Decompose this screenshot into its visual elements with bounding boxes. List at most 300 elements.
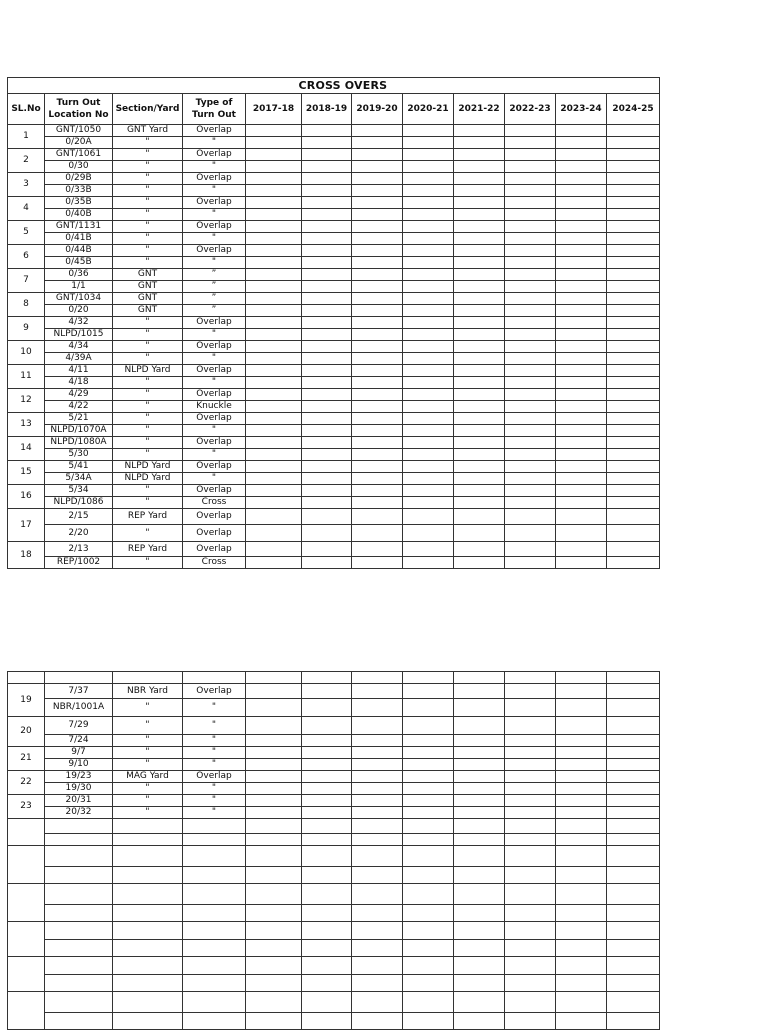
section-yard-cell — [113, 922, 183, 940]
table-row — [8, 867, 660, 884]
year-entry-cell — [454, 922, 505, 940]
year-entry-cell — [454, 940, 505, 957]
section-yard-cell: " — [113, 747, 183, 759]
year-entry-cell — [302, 975, 352, 992]
turnout-location-cell: 7/37 — [45, 684, 113, 699]
year-entry-cell — [556, 329, 607, 341]
table-row — [8, 525, 660, 542]
year-entry-cell — [505, 747, 556, 759]
year-entry-cell — [454, 884, 505, 905]
year-entry-cell — [403, 161, 454, 173]
year-entry-cell — [246, 389, 302, 401]
year-entry-cell — [246, 485, 302, 497]
section-yard-cell: NLPD Yard — [113, 365, 183, 377]
year-entry-cell — [403, 525, 454, 542]
year-entry-cell — [403, 353, 454, 365]
year-entry-cell — [607, 413, 660, 425]
year-entry-cell — [505, 940, 556, 957]
header-turnout-location — [45, 94, 113, 125]
year-entry-cell — [302, 884, 352, 905]
table-row — [8, 747, 660, 759]
year-entry-cell — [352, 759, 403, 771]
section-yard-cell: GNT — [113, 305, 183, 317]
year-entry-cell — [403, 834, 454, 846]
year-entry-cell — [454, 717, 505, 735]
year-entry-cell — [454, 269, 505, 281]
year-entry-cell — [505, 771, 556, 783]
section-yard-cell: " — [113, 425, 183, 437]
year-entry-cell — [403, 975, 454, 992]
year-entry-cell — [352, 525, 403, 542]
year-entry-cell — [556, 377, 607, 389]
year-entry-cell — [246, 834, 302, 846]
year-entry-cell — [246, 735, 302, 747]
year-entry-cell — [505, 735, 556, 747]
year-entry-cell — [607, 329, 660, 341]
year-entry-cell — [246, 233, 302, 245]
turnout-location-cell: 9/7 — [45, 747, 113, 759]
year-entry-cell — [607, 819, 660, 834]
crossovers-table-continued — [7, 671, 660, 1030]
year-entry-cell — [607, 389, 660, 401]
year-entry-cell — [607, 473, 660, 485]
year-entry-cell — [556, 209, 607, 221]
section-yard-cell: " — [113, 173, 183, 185]
year-entry-cell — [454, 125, 505, 137]
year-entry-cell — [556, 940, 607, 957]
year-entry-cell — [403, 425, 454, 437]
year-entry-cell — [454, 905, 505, 922]
year-entry-cell — [607, 173, 660, 185]
table-row — [8, 317, 660, 329]
year-entry-cell — [454, 557, 505, 569]
table-row — [8, 509, 660, 525]
year-entry-cell — [607, 699, 660, 717]
year-entry-cell — [505, 377, 556, 389]
year-entry-cell — [302, 1013, 352, 1030]
turnout-type-cell: ” — [183, 281, 246, 293]
year-entry-cell — [403, 759, 454, 771]
section-yard-cell — [113, 992, 183, 1013]
section-yard-cell: " — [113, 389, 183, 401]
sl-no-cell: 22 — [8, 771, 45, 795]
table-row — [8, 233, 660, 245]
turnout-location-cell: GNT/1034 — [45, 293, 113, 305]
year-entry-cell — [556, 819, 607, 834]
year-entry-cell — [403, 867, 454, 884]
header-year: 2021-22 — [454, 94, 505, 125]
section-yard-cell — [113, 846, 183, 867]
year-entry-cell — [352, 137, 403, 149]
year-entry-cell — [246, 185, 302, 197]
table-row — [8, 377, 660, 389]
year-entry-cell — [403, 940, 454, 957]
year-entry-cell — [454, 389, 505, 401]
year-entry-cell — [505, 485, 556, 497]
year-entry-cell — [352, 735, 403, 747]
year-entry-cell — [505, 185, 556, 197]
year-entry-cell — [403, 992, 454, 1013]
year-entry-cell — [302, 699, 352, 717]
year-entry-cell — [302, 759, 352, 771]
year-entry-cell — [403, 341, 454, 353]
section-yard-cell: " — [113, 717, 183, 735]
turnout-type-cell: Overlap — [183, 245, 246, 257]
year-entry-cell — [302, 161, 352, 173]
year-entry-cell — [302, 771, 352, 783]
year-entry-cell — [403, 377, 454, 389]
year-entry-cell — [454, 771, 505, 783]
year-entry-cell — [556, 185, 607, 197]
table-row — [8, 353, 660, 365]
year-entry-cell — [246, 149, 302, 161]
year-entry-cell — [302, 783, 352, 795]
table-row — [8, 149, 660, 161]
crossovers-table — [7, 77, 660, 569]
turnout-type-cell: Cross — [183, 497, 246, 509]
table-row — [8, 245, 660, 257]
table-row — [8, 699, 660, 717]
year-entry-cell — [556, 497, 607, 509]
section-yard-cell — [113, 867, 183, 884]
year-entry-cell — [352, 305, 403, 317]
section-yard-cell — [113, 1013, 183, 1030]
year-entry-cell — [505, 525, 556, 542]
section-yard-cell: " — [113, 245, 183, 257]
turnout-type-cell: Cross — [183, 557, 246, 569]
table-row — [8, 401, 660, 413]
turnout-type-cell: Overlap — [183, 461, 246, 473]
year-entry-cell — [352, 281, 403, 293]
year-entry-cell — [454, 209, 505, 221]
year-entry-cell — [246, 377, 302, 389]
year-entry-cell — [302, 867, 352, 884]
year-entry-cell — [403, 389, 454, 401]
year-entry-cell — [454, 834, 505, 846]
year-entry-cell — [607, 940, 660, 957]
turnout-type-cell: Overlap — [183, 197, 246, 209]
year-entry-cell — [454, 699, 505, 717]
year-entry-cell — [352, 149, 403, 161]
year-entry-cell — [505, 197, 556, 209]
section-yard-cell — [113, 884, 183, 905]
turnout-location-cell — [45, 992, 113, 1013]
year-entry-cell — [556, 992, 607, 1013]
year-entry-cell — [505, 389, 556, 401]
year-entry-cell — [454, 353, 505, 365]
year-entry-cell — [505, 542, 556, 557]
year-entry-cell — [302, 525, 352, 542]
turnout-location-cell: 7/29 — [45, 717, 113, 735]
blank-header-cell — [113, 672, 183, 684]
table-row — [8, 940, 660, 957]
year-entry-cell — [556, 759, 607, 771]
section-yard-cell: " — [113, 353, 183, 365]
year-entry-cell — [556, 413, 607, 425]
table-row — [8, 473, 660, 485]
section-yard-cell: " — [113, 149, 183, 161]
table-row — [8, 905, 660, 922]
year-entry-cell — [454, 783, 505, 795]
year-entry-cell — [556, 795, 607, 807]
year-entry-cell — [607, 185, 660, 197]
table-title-spacer — [8, 78, 246, 94]
year-entry-cell — [302, 401, 352, 413]
year-entry-cell — [403, 329, 454, 341]
year-entry-cell — [607, 233, 660, 245]
year-entry-cell — [246, 257, 302, 269]
year-entry-cell — [556, 425, 607, 437]
turnout-type-cell: " — [183, 699, 246, 717]
year-entry-cell — [352, 957, 403, 975]
year-entry-cell — [556, 461, 607, 473]
sl-no-cell: 21 — [8, 747, 45, 771]
section-yard-cell: GNT Yard — [113, 125, 183, 137]
year-entry-cell — [246, 473, 302, 485]
turnout-location-cell: 0/44B — [45, 245, 113, 257]
year-entry-cell — [403, 221, 454, 233]
year-entry-cell — [302, 509, 352, 525]
year-entry-cell — [246, 329, 302, 341]
year-entry-cell — [352, 992, 403, 1013]
year-entry-cell — [556, 137, 607, 149]
year-entry-cell — [607, 717, 660, 735]
turnout-location-cell: 5/34 — [45, 485, 113, 497]
year-entry-cell — [352, 437, 403, 449]
year-entry-cell — [403, 485, 454, 497]
year-entry-cell — [246, 884, 302, 905]
year-entry-cell — [556, 717, 607, 735]
year-entry-cell — [246, 449, 302, 461]
year-entry-cell — [505, 329, 556, 341]
year-entry-cell — [302, 293, 352, 305]
table-row — [8, 293, 660, 305]
table-row — [8, 305, 660, 317]
year-entry-cell — [352, 413, 403, 425]
year-entry-cell — [246, 209, 302, 221]
year-entry-cell — [454, 525, 505, 542]
year-entry-cell — [403, 771, 454, 783]
year-entry-cell — [302, 149, 352, 161]
year-entry-cell — [454, 341, 505, 353]
year-entry-cell — [246, 173, 302, 185]
year-entry-cell — [403, 684, 454, 699]
year-entry-cell — [352, 771, 403, 783]
section-yard-cell: GNT — [113, 269, 183, 281]
year-entry-cell — [302, 173, 352, 185]
year-entry-cell — [302, 819, 352, 834]
year-entry-cell — [505, 684, 556, 699]
turnout-type-cell — [183, 867, 246, 884]
year-entry-cell — [403, 185, 454, 197]
year-entry-cell — [403, 542, 454, 557]
year-entry-cell — [556, 161, 607, 173]
year-entry-cell — [403, 807, 454, 819]
turnout-type-cell — [183, 905, 246, 922]
turnout-type-cell: Overlap — [183, 509, 246, 525]
turnout-type-cell: ” — [183, 269, 246, 281]
year-entry-cell — [556, 233, 607, 245]
section-yard-cell: " — [113, 497, 183, 509]
year-entry-cell — [607, 341, 660, 353]
year-entry-cell — [505, 125, 556, 137]
year-entry-cell — [505, 807, 556, 819]
year-entry-cell — [246, 305, 302, 317]
year-entry-cell — [556, 221, 607, 233]
year-entry-cell — [302, 834, 352, 846]
year-entry-cell — [556, 747, 607, 759]
turnout-location-cell: 1/1 — [45, 281, 113, 293]
blank-header-cell — [403, 672, 454, 684]
year-entry-cell — [352, 922, 403, 940]
year-entry-cell — [403, 957, 454, 975]
turnout-type-cell: " — [183, 233, 246, 245]
year-entry-cell — [302, 389, 352, 401]
turnout-location-cell — [45, 975, 113, 992]
section-yard-cell: NLPD Yard — [113, 461, 183, 473]
year-entry-cell — [403, 922, 454, 940]
turnout-type-cell — [183, 940, 246, 957]
year-entry-cell — [352, 461, 403, 473]
turnout-location-cell: 20/31 — [45, 795, 113, 807]
year-entry-cell — [302, 257, 352, 269]
year-entry-cell — [454, 437, 505, 449]
turnout-location-cell: REP/1002 — [45, 557, 113, 569]
year-entry-cell — [505, 257, 556, 269]
year-entry-cell — [302, 557, 352, 569]
year-entry-cell — [352, 353, 403, 365]
sl-no-cell: 10 — [8, 341, 45, 365]
year-entry-cell — [607, 542, 660, 557]
table-row — [8, 197, 660, 209]
year-entry-cell — [505, 957, 556, 975]
year-entry-cell — [352, 293, 403, 305]
turnout-type-cell: " — [183, 759, 246, 771]
year-entry-cell — [505, 992, 556, 1013]
blank-header-cell — [556, 672, 607, 684]
turnout-location-cell: 5/41 — [45, 461, 113, 473]
year-entry-cell — [352, 542, 403, 557]
year-entry-cell — [352, 257, 403, 269]
year-entry-cell — [352, 747, 403, 759]
year-entry-cell — [403, 509, 454, 525]
year-entry-cell — [403, 245, 454, 257]
year-entry-cell — [454, 401, 505, 413]
year-entry-cell — [302, 353, 352, 365]
year-entry-cell — [505, 867, 556, 884]
turnout-type-cell: Overlap — [183, 317, 246, 329]
year-entry-cell — [556, 807, 607, 819]
year-entry-cell — [246, 992, 302, 1013]
table-row — [8, 425, 660, 437]
year-entry-cell — [403, 747, 454, 759]
year-entry-cell — [556, 1013, 607, 1030]
year-entry-cell — [556, 884, 607, 905]
table-row — [8, 819, 660, 834]
sl-no-cell: 9 — [8, 317, 45, 341]
year-entry-cell — [607, 401, 660, 413]
table-row — [8, 125, 660, 137]
year-entry-cell — [607, 684, 660, 699]
section-yard-cell — [113, 975, 183, 992]
sl-no-cell: 2 — [8, 149, 45, 173]
year-entry-cell — [454, 795, 505, 807]
year-entry-cell — [302, 940, 352, 957]
turnout-type-cell: " — [183, 353, 246, 365]
year-entry-cell — [607, 197, 660, 209]
year-entry-cell — [403, 401, 454, 413]
year-entry-cell — [352, 717, 403, 735]
sl-no-cell: 5 — [8, 221, 45, 245]
section-yard-cell: " — [113, 317, 183, 329]
year-entry-cell — [403, 461, 454, 473]
year-entry-cell — [505, 149, 556, 161]
year-entry-cell — [454, 329, 505, 341]
sl-no-cell: 17 — [8, 509, 45, 542]
turnout-location-cell: 4/39A — [45, 353, 113, 365]
year-entry-cell — [403, 293, 454, 305]
turnout-location-cell: 0/40B — [45, 209, 113, 221]
year-entry-cell — [505, 293, 556, 305]
section-yard-cell: " — [113, 525, 183, 542]
table-row — [8, 975, 660, 992]
section-yard-cell: " — [113, 377, 183, 389]
turnout-location-cell: 5/21 — [45, 413, 113, 425]
year-entry-cell — [505, 509, 556, 525]
turnout-type-cell: Overlap — [183, 437, 246, 449]
year-entry-cell — [352, 365, 403, 377]
year-entry-cell — [403, 735, 454, 747]
year-entry-cell — [505, 305, 556, 317]
year-entry-cell — [352, 557, 403, 569]
year-entry-cell — [302, 269, 352, 281]
year-entry-cell — [505, 759, 556, 771]
year-entry-cell — [607, 437, 660, 449]
year-entry-cell — [556, 473, 607, 485]
table-row — [8, 957, 660, 975]
year-entry-cell — [607, 269, 660, 281]
year-entry-cell — [607, 425, 660, 437]
year-entry-cell — [505, 783, 556, 795]
year-entry-cell — [454, 735, 505, 747]
year-entry-cell — [302, 497, 352, 509]
turnout-type-cell: Knuckle — [183, 401, 246, 413]
year-entry-cell — [302, 185, 352, 197]
turnout-location-cell: 0/30 — [45, 161, 113, 173]
year-entry-cell — [403, 905, 454, 922]
table-row — [8, 461, 660, 473]
turnout-type-cell: " — [183, 473, 246, 485]
year-entry-cell — [246, 867, 302, 884]
year-entry-cell — [505, 497, 556, 509]
year-entry-cell — [302, 957, 352, 975]
table-row — [8, 834, 660, 846]
turnout-type-cell: " — [183, 329, 246, 341]
turnout-type-cell: " — [183, 449, 246, 461]
section-yard-cell: NLPD Yard — [113, 473, 183, 485]
turnout-type-cell: " — [183, 717, 246, 735]
sl-no-cell: 1 — [8, 125, 45, 149]
year-entry-cell — [505, 161, 556, 173]
year-entry-cell — [505, 699, 556, 717]
turnout-type-cell — [183, 884, 246, 905]
year-entry-cell — [454, 1013, 505, 1030]
year-entry-cell — [505, 473, 556, 485]
year-entry-cell — [607, 125, 660, 137]
table-row — [8, 771, 660, 783]
year-entry-cell — [302, 485, 352, 497]
section-yard-cell: " — [113, 341, 183, 353]
